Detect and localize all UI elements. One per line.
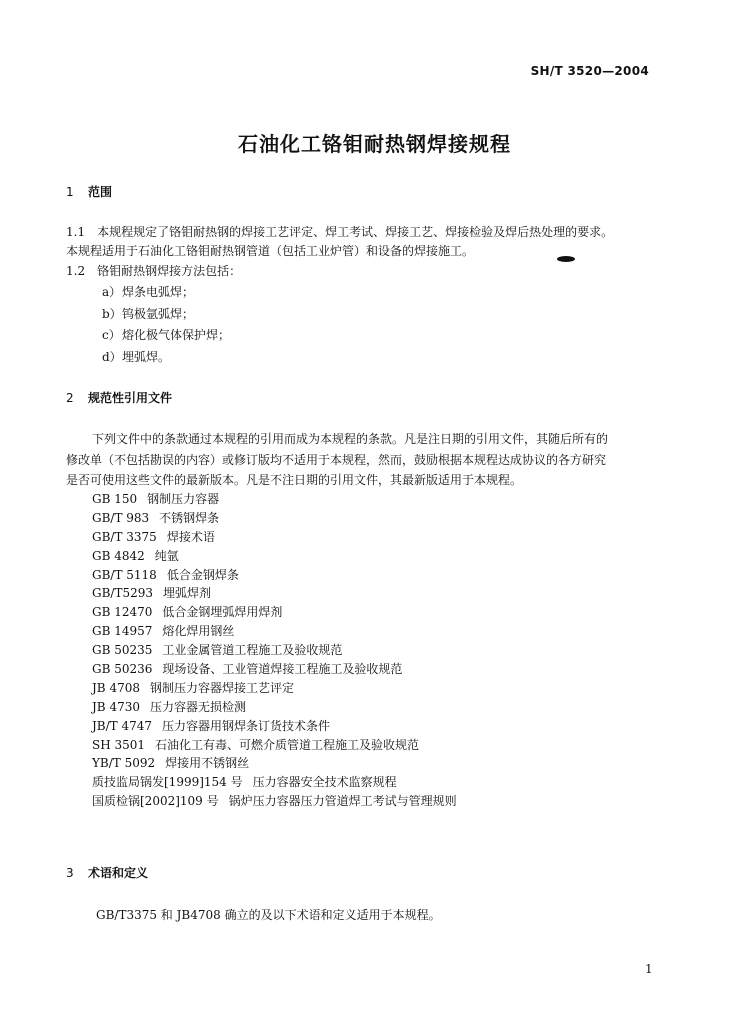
section-1-title: 范围 (88, 185, 113, 199)
table-row: GB 150 钢制压力容器 (92, 492, 220, 506)
table-row: YB/T 5092 焊接用不锈钢丝 (92, 756, 250, 771)
section-2-number: 2 (66, 391, 74, 405)
list-item: d）埋弧焊。 (102, 349, 171, 364)
table-row: GB 50235 工业金属管道工程施工及验收规范 (92, 643, 343, 658)
table-row: 国质检锅[2002]109 号 锅炉压力容器压力管道焊工考试与管理规则 (92, 794, 457, 809)
section-2-intro-line2: 修改单（不包括勘误的内容）或修订版均不适用于本规程，然而，鼓励根据本规程达成协议的各方研究 (66, 453, 607, 467)
table-row: JB 4730 压力容器无损检测 (92, 699, 246, 714)
list-item: c）熔化极气体保护焊； (102, 328, 231, 342)
section-1-heading (66, 183, 112, 200)
clause-1-1-line1: 1.1 本规程规定了铬钼耐热钢的焊接工艺评定、焊工考试、焊接工艺、焊接检验及焊后热处理的要求。 (66, 225, 614, 239)
document-code: SH/T 3520—2004 (530, 64, 649, 78)
table-row: GB 50236 现场设备、工业管道焊接工程施工及验收规范 (92, 662, 403, 677)
list-item: a）焊条电弧焊； (102, 285, 195, 299)
section-1-number: 1 (66, 185, 74, 199)
section-3-heading (66, 864, 148, 881)
section-3-title: 术语和定义 (88, 866, 149, 880)
table-row: GB 14957 熔化焊用钢丝 (92, 624, 235, 639)
table-row: JB 4708 钢制压力容器焊接工艺评定 (92, 680, 294, 695)
section-3-text: GB/T3375 和 JB4708 确立的及以下术语和定义适用于本规程。 (96, 908, 441, 922)
table-row: GB/T 3375 焊接术语 (92, 529, 215, 544)
section-2-heading (66, 389, 172, 406)
ink-blot-mark (556, 255, 576, 263)
section-3-number: 3 (66, 866, 74, 880)
list-item: b）钨极氩弧焊； (102, 306, 195, 321)
section-2-intro-line1: 下列文件中的条款通过本规程的引用而成为本规程的条款。凡是注日期的引用文件，其随后所有的 (92, 432, 609, 446)
table-row: GB/T 5118 低合金钢焊条 (92, 567, 239, 582)
table-row: GB 4842 纯氩 (92, 548, 179, 563)
normative-references-list (92, 491, 457, 812)
table-row: GB 12470 低合金钢埋弧焊用焊剂 (92, 605, 283, 620)
section-2-intro-line3: 是否可使用这些文件的最新版本。凡是不注日期的引用文件，其最新版适用于本规程。 (66, 473, 523, 487)
section-2-title: 规范性引用文件 (88, 391, 173, 405)
clause-1-2: 1.2 铬钼耐热钢焊接方法包括： (66, 264, 242, 278)
table-row: SH 3501 石油化工有毒、可燃介质管道工程施工及验收规范 (92, 737, 420, 752)
table-row: GB/T5293 埋弧焊剂 (92, 586, 212, 601)
table-row: 质技监局锅发[1999]154 号 压力容器安全技术监察规程 (92, 775, 397, 790)
clause-1-1-line2: 本规程适用于石油化工铬钼耐热钢管道（包括工业炉管）和设备的焊接施工。 (66, 244, 475, 258)
document-title: 石油化工铬钼耐热钢焊接规程 (238, 132, 511, 156)
table-row: JB/T 4747 压力容器用钢焊条订货技术条件 (92, 718, 331, 733)
welding-methods-list (102, 284, 230, 370)
page-number: 1 (645, 962, 653, 976)
table-row: GB/T 983 不锈钢焊条 (92, 510, 220, 525)
